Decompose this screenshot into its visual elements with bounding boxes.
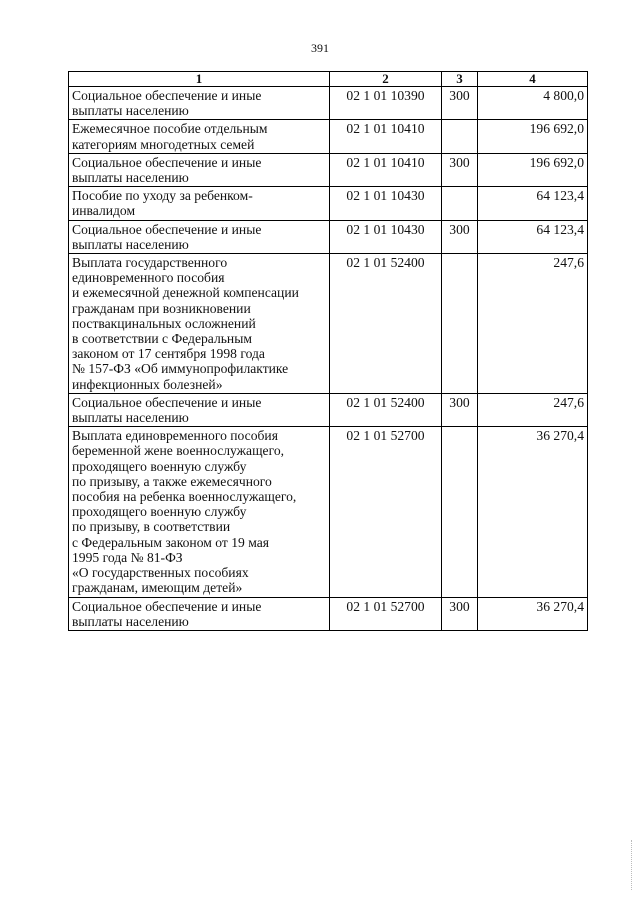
row-name-line: Социальное обеспечение и иные xyxy=(72,598,262,614)
column-header-4: 4 xyxy=(478,72,588,87)
row-amount-cell: 64 123,4 xyxy=(478,187,588,220)
row-code-cell: 02 1 01 10430 xyxy=(330,220,442,253)
row-name-line: выплаты населению xyxy=(72,236,189,252)
row-name-line: выплаты населению xyxy=(72,170,189,186)
row-name-line: выплаты населению xyxy=(72,613,189,629)
row-name-line: беременной жене военнослужащего, xyxy=(72,443,285,459)
row-name-cell xyxy=(69,187,330,220)
row-name-line: с Федеральным законом от 19 мая xyxy=(72,534,269,550)
row-name-cell xyxy=(69,254,330,394)
row-name-line: Социальное обеспечение и иные xyxy=(72,221,262,237)
row-amount-cell: 4 800,0 xyxy=(478,87,588,120)
table-body xyxy=(69,87,588,631)
row-amount-cell: 247,6 xyxy=(478,254,588,394)
row-name-line: по призыву, а также ежемесячного xyxy=(72,473,272,489)
row-amount-cell: 196 692,0 xyxy=(478,153,588,186)
row-name-cell xyxy=(69,427,330,597)
row-amount-cell: 36 270,4 xyxy=(478,597,588,630)
row-name-line: № 157-ФЗ «Об иммунопрофилактике xyxy=(72,361,289,377)
row-name-line: инвалидом xyxy=(72,203,136,219)
row-name-line: гражданам, имеющим детей» xyxy=(72,580,243,596)
row-name-line: по призыву, в соответствии xyxy=(72,519,231,535)
row-name-line: Ежемесячное пособие отдельным xyxy=(72,121,268,137)
row-type-cell xyxy=(442,120,478,153)
row-name-cell xyxy=(69,120,330,153)
table-row xyxy=(69,427,588,597)
row-name-line: законом от 17 сентября 1998 года xyxy=(72,346,265,362)
row-name-line: в соответствии с Федеральным xyxy=(72,331,252,347)
row-code-cell: 02 1 01 10430 xyxy=(330,187,442,220)
row-name-line: Выплата единовременного пособия xyxy=(72,428,278,444)
row-type-cell: 300 xyxy=(442,220,478,253)
row-type-cell xyxy=(442,427,478,597)
row-type-cell xyxy=(442,187,478,220)
row-name-cell xyxy=(69,87,330,120)
header-row xyxy=(69,72,588,87)
row-name-line: выплаты населению xyxy=(72,103,189,119)
row-name-line: 1995 года № 81-ФЗ xyxy=(72,549,183,565)
row-name-line: Социальное обеспечение и иные xyxy=(72,394,262,410)
row-amount-cell: 36 270,4 xyxy=(478,427,588,597)
row-name-line: категориям многодетных семей xyxy=(72,136,255,152)
row-code-cell: 02 1 01 10410 xyxy=(330,120,442,153)
row-name-line: Пособие по уходу за ребенком- xyxy=(72,188,253,204)
row-type-cell xyxy=(442,254,478,394)
budget-table xyxy=(68,71,588,631)
column-header-2: 2 xyxy=(330,72,442,87)
row-name-line: единовременного пособия xyxy=(72,270,225,286)
column-header-3: 3 xyxy=(442,72,478,87)
table-row xyxy=(69,153,588,186)
row-name-line: пособия на ребенка военнослужащего, xyxy=(72,489,297,505)
table-row xyxy=(69,187,588,220)
row-type-cell: 300 xyxy=(442,393,478,426)
row-name-line: гражданам при возникновении xyxy=(72,300,251,316)
row-name-line: проходящего военную службу xyxy=(72,504,247,520)
row-code-cell: 02 1 01 52400 xyxy=(330,254,442,394)
row-name-cell xyxy=(69,220,330,253)
row-name-line: Социальное обеспечение и иные xyxy=(72,88,262,103)
row-code-cell: 02 1 01 10390 xyxy=(330,87,442,120)
row-code-cell: 02 1 01 52700 xyxy=(330,427,442,597)
row-amount-cell: 247,6 xyxy=(478,393,588,426)
row-name-line: проходящего военную службу xyxy=(72,458,247,474)
row-name-line: выплаты населению xyxy=(72,410,189,426)
row-name-cell xyxy=(69,153,330,186)
row-name-cell xyxy=(69,393,330,426)
row-amount-cell: 64 123,4 xyxy=(478,220,588,253)
row-code-cell: 02 1 01 10410 xyxy=(330,153,442,186)
row-name-line: и ежемесячной денежной компенсации xyxy=(72,285,299,301)
table-row xyxy=(69,393,588,426)
row-amount-cell: 196 692,0 xyxy=(478,120,588,153)
table-row xyxy=(69,87,588,120)
row-code-cell: 02 1 01 52400 xyxy=(330,393,442,426)
page-number: 391 xyxy=(311,41,329,55)
row-name-line: Выплата государственного xyxy=(72,255,228,271)
table-header xyxy=(69,72,588,87)
row-name-line: Социальное обеспечение и иные xyxy=(72,154,262,170)
scan-edge-marks xyxy=(631,840,634,890)
row-type-cell: 300 xyxy=(442,153,478,186)
table-row xyxy=(69,597,588,630)
table-row xyxy=(69,220,588,253)
row-type-cell: 300 xyxy=(442,597,478,630)
table-row xyxy=(69,120,588,153)
row-code-cell: 02 1 01 52700 xyxy=(330,597,442,630)
row-name-line: поствакцинальных осложнений xyxy=(72,315,256,331)
row-name-line: инфекционных болезней» xyxy=(72,376,223,392)
row-type-cell: 300 xyxy=(442,87,478,120)
table-row xyxy=(69,254,588,394)
column-header-1: 1 xyxy=(69,72,330,87)
row-name-line: «О государственных пособиях xyxy=(72,565,249,581)
row-name-cell xyxy=(69,597,330,630)
